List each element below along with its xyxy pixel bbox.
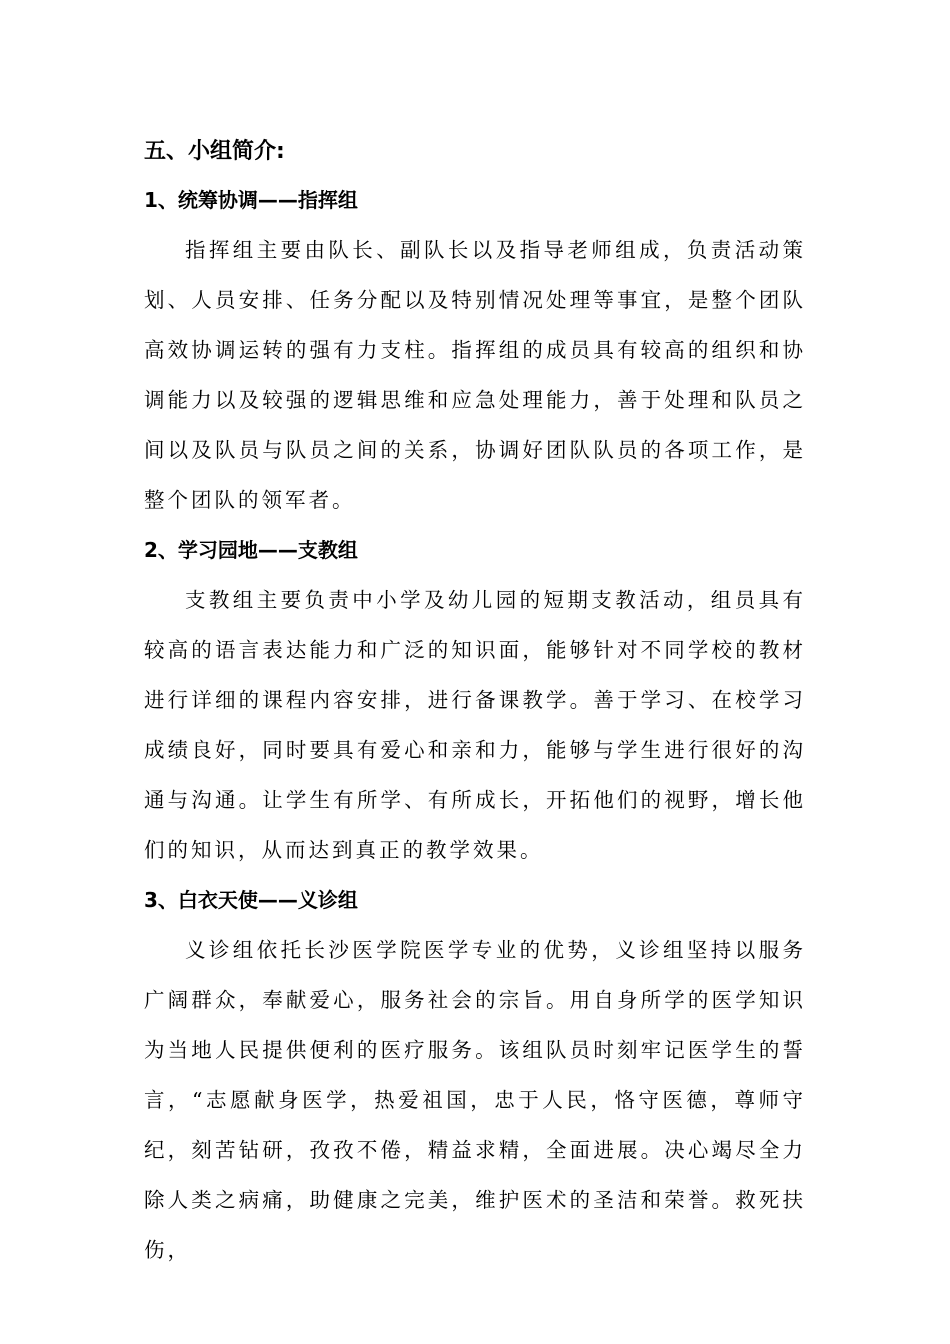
group-paragraph-command: 指挥组主要由队长、副队长以及指导老师组成，负责活动策划、人员安排、任务分配以及特别情况处理等事宜，是整个团队高效协调运转的强有力支柱。指挥组的成员具有较高的组织和协调能力以及较强的逻辑思维和应急处理能力，善于处理和队员之间以及队员与队员之间的关系，协调好团队队员的各项工作，是整个团队的领军者。 — [144, 238, 806, 512]
section-title: 五、小组简介: — [144, 139, 285, 164]
group-heading-teaching: 2、学习园地——支教组 — [144, 538, 358, 562]
group-paragraph-teaching: 支教组主要负责中小学及幼儿园的短期支教活动，组员具有较高的语言表达能力和广泛的知识面，能够针对不同学校的教材进行详细的课程内容安排，进行备课教学。善于学习、在校学习成绩良好，同时要具有爱心和亲和力，能够与学生进行很好的沟通与沟通。让学生有所学、有所成长，开拓他们的视野，增长他们的知识，从而达到真正的教学效果。 — [144, 588, 806, 862]
group-paragraph-clinic: 义诊组依托长沙医学院医学专业的优势，义诊组坚持以服务广阔群众，奉献爱心，服务社会的宗旨。用自身所学的医学知识为当地人民提供便利的医疗服务。该组队员时刻牢记医学生的誓言，“志愿献身医学，热爱祖国，忠于人民，恪守医德，尊师守纪，刻苦钻研，孜孜不倦，精益求精，全面进展。决心竭尽全力除人类之病痛，助健康之完美，维护医术的圣洁和荣誉。救死扶伤， — [144, 938, 806, 1262]
group-heading-command: 1、统筹协调——指挥组 — [144, 188, 358, 212]
group-heading-clinic: 3、白衣天使——义诊组 — [144, 888, 358, 912]
